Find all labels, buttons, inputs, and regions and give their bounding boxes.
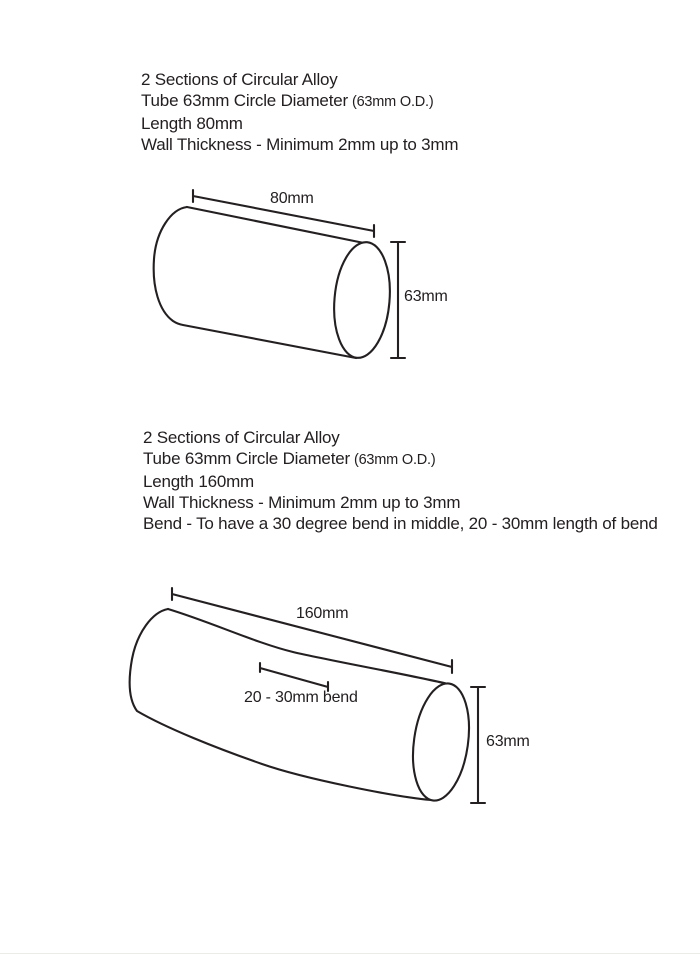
spec-block-straight-tube bbox=[141, 69, 458, 155]
straight-tube-end-face bbox=[330, 240, 395, 360]
spec2-title: 2 Sections of Circular Alloy bbox=[143, 428, 340, 447]
dimension-line-63mm-straight bbox=[391, 242, 405, 358]
spec2-length: Length 160mm bbox=[143, 472, 255, 491]
spec2-tube-diameter-main: Tube 63mm Circle Diameter bbox=[143, 449, 350, 468]
spec1-wall-thickness: Wall Thickness - Minimum 2mm up to 3mm bbox=[141, 135, 459, 154]
label-length-160mm: 160mm bbox=[296, 605, 349, 622]
label-length-80mm: 80mm bbox=[270, 190, 314, 207]
spec2-wall-thickness: Wall Thickness - Minimum 2mm up to 3mm bbox=[143, 493, 461, 512]
dimension-line-bend-path bbox=[260, 663, 328, 691]
dimension-line-160mm-path bbox=[172, 588, 452, 673]
spec1-tube-diameter-od: (63mm O.D.) bbox=[351, 94, 434, 110]
bent-tube-end-face bbox=[406, 680, 476, 804]
label-diameter-63mm-bent: 63mm bbox=[486, 733, 530, 750]
spec1-length: Length 80mm bbox=[141, 114, 243, 133]
label-bend-length: 20 - 30mm bend bbox=[244, 689, 358, 706]
dimension-line-160mm bbox=[172, 588, 452, 673]
dimension-line-63mm-bent bbox=[471, 687, 485, 803]
spec1-tube-diameter-main: Tube 63mm Circle Diameter bbox=[141, 91, 348, 110]
dimension-line-63mm-bent-path bbox=[471, 687, 485, 803]
spec-block-bent-tube bbox=[143, 427, 658, 534]
spec1-tube-diameter bbox=[141, 90, 458, 113]
straight-tube-outline bbox=[154, 207, 356, 358]
spec1-title: 2 Sections of Circular Alloy bbox=[141, 70, 338, 89]
spec2-tube-diameter bbox=[143, 448, 658, 471]
diagram-straight-tube bbox=[154, 190, 405, 360]
dimension-line-bend bbox=[260, 663, 328, 691]
label-diameter-63mm-straight: 63mm bbox=[404, 288, 448, 305]
spec2-tube-diameter-od: (63mm O.D.) bbox=[353, 452, 436, 468]
dimension-line-63mm-straight-path bbox=[391, 242, 405, 358]
spec2-bend: Bend - To have a 30 degree bend in middle, 20 - 30mm length of bend bbox=[143, 514, 658, 533]
